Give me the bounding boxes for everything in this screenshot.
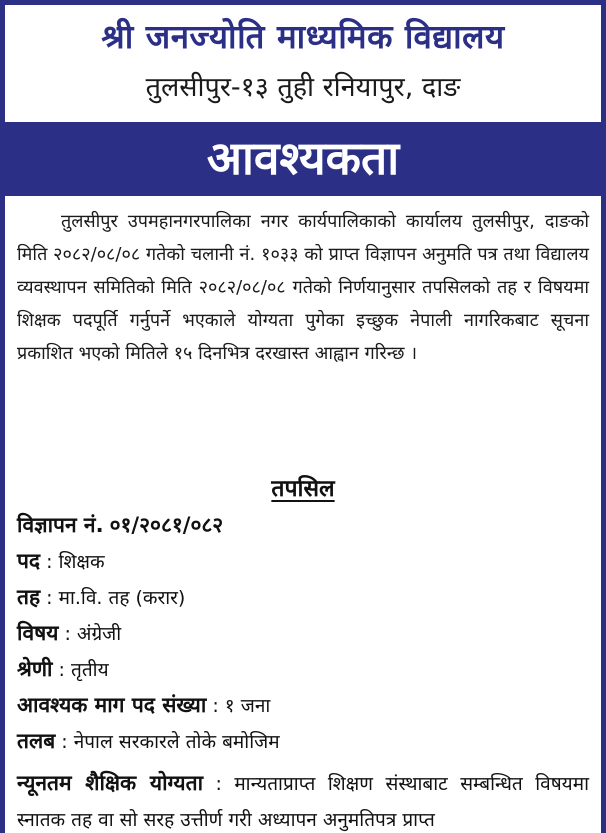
level-row — [17, 583, 589, 611]
details-heading-row — [5, 471, 601, 503]
advertisement-number-value: ०१/२०८१/०८२ — [109, 513, 224, 537]
qualification-label: न्यूनतम शैक्षिक योग्यता — [17, 771, 204, 795]
required-posts-value: : १ जना — [212, 695, 271, 717]
salary-value: : नेपाल सरकारले तोके बमोजिम — [61, 731, 280, 753]
level-value: : मा.वि. तह (करार) — [46, 587, 186, 609]
advertisement-number-label: विज्ञापन नं. — [17, 513, 104, 537]
post-row — [17, 547, 589, 575]
title-banner — [0, 122, 606, 196]
post-value: : शिक्षक — [46, 551, 105, 573]
grade-row — [17, 655, 589, 683]
subject-row — [17, 619, 589, 647]
qualification-value: : मान्यताप्राप्त शिक्षण संस्थाबाट सम्बन्धित विषयमा स्नातक तह वा सो सरह उत्तीर्ण गरी अध्यापन अनुमतिपत्र प्राप्त — [17, 773, 589, 831]
required-posts-label: आवश्यक माग पद संख्या — [17, 693, 207, 717]
notice-title: आवश्यकता — [206, 131, 400, 185]
school-address: तुलसीपुर-१३ तुही रनियापुर, दाङ — [145, 72, 461, 103]
grade-value: : तृतीय — [58, 659, 109, 681]
required-posts-row — [17, 691, 589, 719]
details-heading: तपसिल — [271, 476, 335, 502]
qualification-row — [17, 765, 589, 833]
subject-value: : अंग्रेजी — [64, 623, 122, 645]
school-name: श्री जनज्योति माध्यमिक विद्यालय — [101, 17, 505, 56]
notice-paragraph: तुलसीपुर उपमहानगरपालिका नगर कार्यपालिकाको कार्यालय तुलसीपुर, दाङको मिति २०८२/०८/०८ गतेको चलानी नं. १०३३ को प्राप्त विज्ञापन अनुमति पत्र तथा विद्यालय व्यवस्थापन समितिको मिति २०८२/०८/०८ गतेको निर्णयानुसार तपसिलको तह र विषयमा शिक्षक पदपूर्ति गर्नुपर्ने भएकाले योग्यता पुगेका इच्छुक नेपाली नागरिकबाट सूचना प्रकाशित भएको मितिले १५ दिनभित्र दरखास्त आह्वान गरिन्छ । — [17, 211, 589, 364]
salary-label: तलब — [17, 729, 56, 753]
grade-label: श्रेणी — [17, 657, 53, 681]
advertisement-number-row — [17, 511, 589, 539]
salary-row — [17, 727, 589, 755]
subject-label: विषय — [17, 621, 59, 645]
post-label: पद — [17, 549, 41, 573]
level-label: तह — [17, 585, 41, 609]
